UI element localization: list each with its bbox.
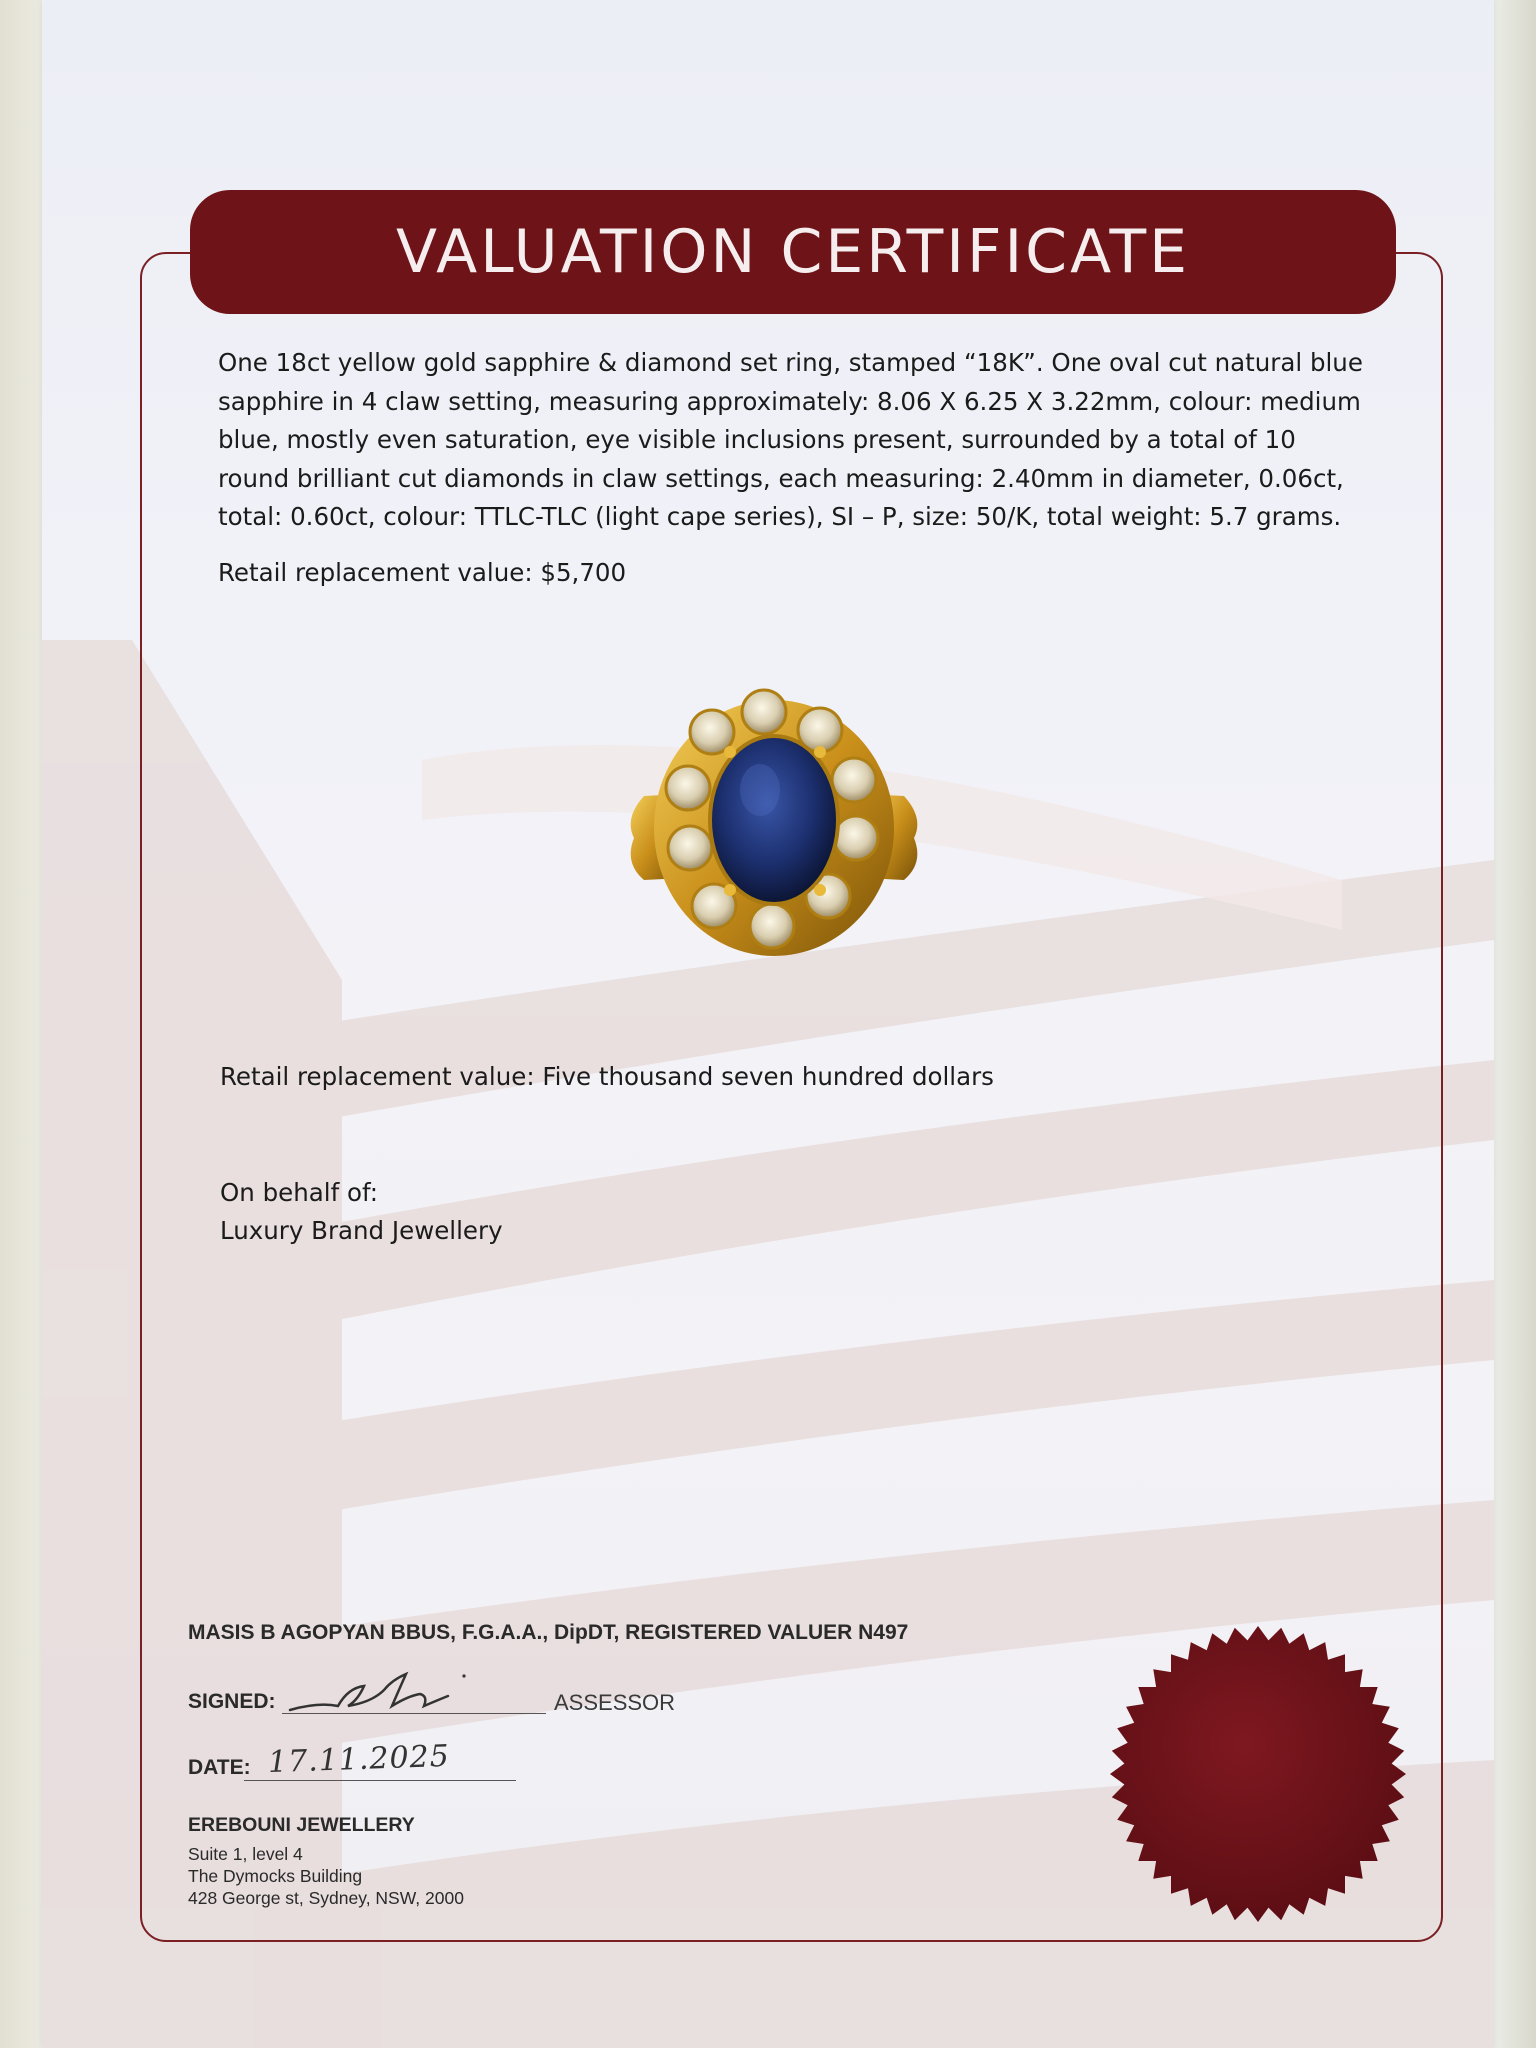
certificate-sheet — [42, 0, 1494, 2048]
description-line: One 18ct yellow gold sapphire & diamond set ring, stamped “18K”. One oval cut natural blue — [218, 348, 1363, 377]
description-line: round brilliant cut diamonds in claw settings, each measuring: 2.40mm in diameter, 0.06ct, — [218, 463, 1344, 493]
date-line — [244, 1780, 516, 1781]
on-behalf-label: On behalf of: — [220, 1178, 378, 1207]
sapphire-stone — [710, 736, 838, 904]
item-description — [218, 344, 1378, 537]
assessor-label: ASSESSOR — [554, 1690, 676, 1715]
signature-line — [282, 1713, 546, 1714]
date-row — [188, 1738, 608, 1786]
date-label: DATE: — [188, 1756, 251, 1779]
date-value: 17.11.2025 — [267, 1738, 451, 1781]
certificate-title: VALUATION CERTIFICATE — [395, 217, 1191, 287]
handwritten-signature — [288, 1666, 498, 1716]
description-line: sapphire in 4 claw setting, measuring approximately: 8.06 X 6.25 X 3.22mm, colour: medium — [218, 386, 1361, 416]
company-name: EREBOUNI JEWELLERY — [188, 1814, 415, 1836]
signed-label: SIGNED: — [188, 1690, 276, 1713]
retail-value: Retail replacement value: $5,700 — [218, 558, 627, 587]
company-address-line: The Dymocks Building — [188, 1866, 363, 1886]
retail-value-words: Retail replacement value: Five thousand seven hundred dollars — [220, 1062, 994, 1091]
wax-seal-icon — [1106, 1622, 1410, 1926]
on-behalf-name: Luxury Brand Jewellery — [220, 1216, 503, 1245]
company-address-line: Suite 1, level 4 — [188, 1844, 303, 1864]
valuer-credentials: MASIS B AGOPYAN BBUS, F.G.A.A., DipDT, REGISTERED VALUER N497 — [188, 1621, 909, 1644]
ring-photo — [584, 668, 964, 988]
title-banner — [190, 190, 1396, 314]
description-line: total: 0.60ct, colour: TTLC-TLC (light cape series), SI – P, size: 50/K, total weight: 5.7 grams. — [218, 502, 1342, 531]
company-address-line: 428 George st, Sydney, NSW, 2000 — [188, 1888, 464, 1908]
description-line: blue, mostly even saturation, eye visible inclusions present, surrounded by a total of 10 — [218, 425, 1296, 454]
signature-row — [188, 1680, 708, 1720]
